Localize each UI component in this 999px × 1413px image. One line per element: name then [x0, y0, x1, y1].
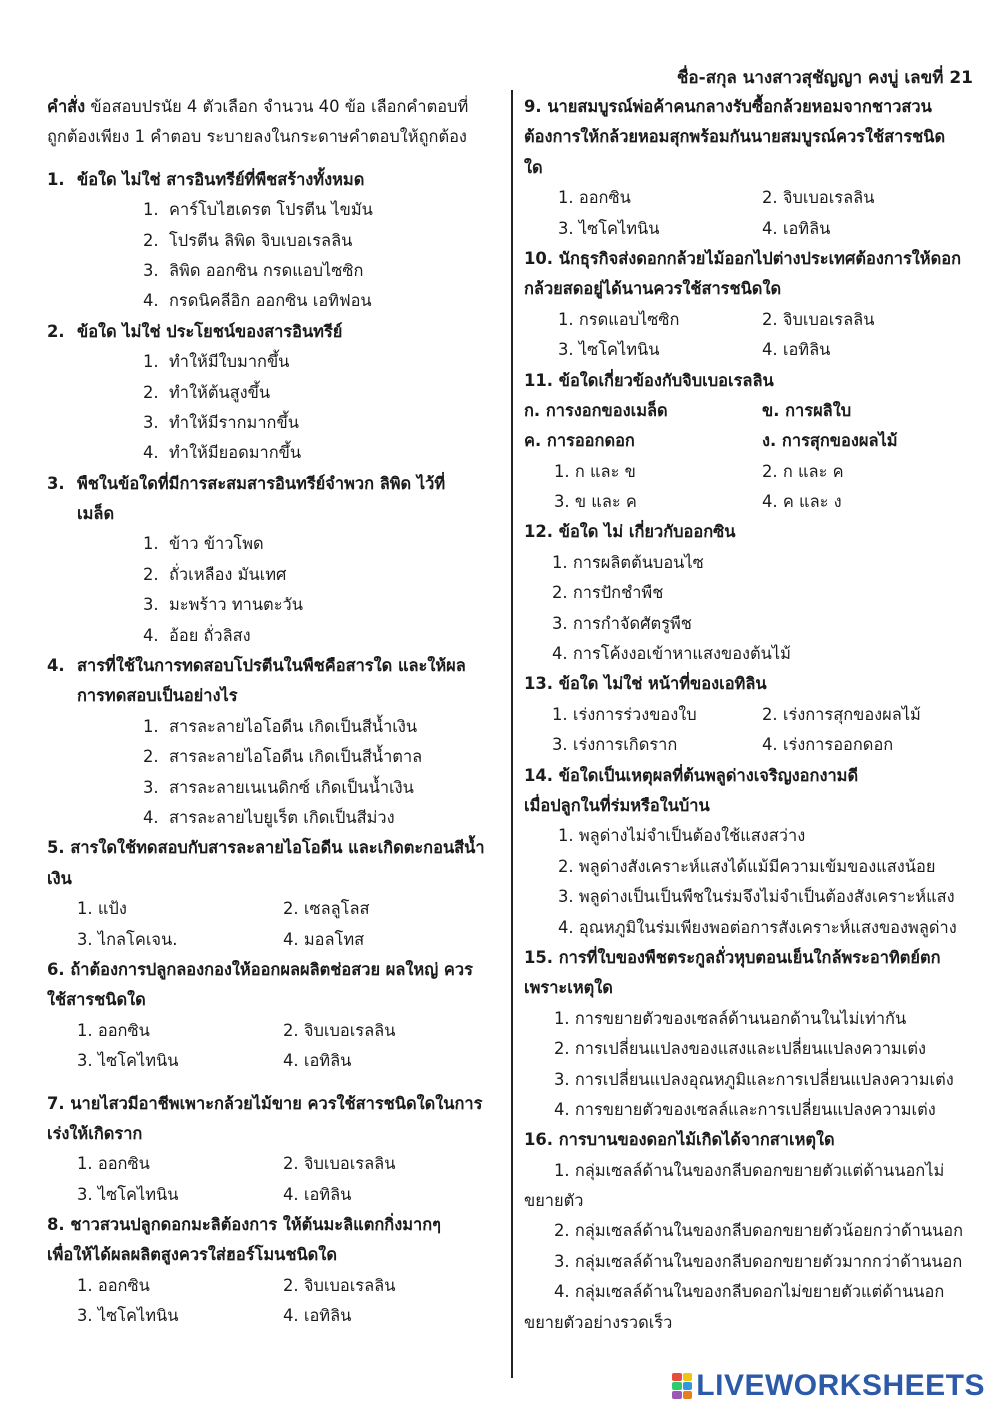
q2-option-1[interactable]: 1. ทำให้มีใบมากขึ้น [143, 352, 290, 372]
q13-options-row-1 [524, 700, 978, 730]
q5-option-4[interactable]: 4. มอลโทส [283, 929, 365, 949]
q12-option-2[interactable]: 2. การปักชำพืช [552, 583, 664, 603]
q15-option-4[interactable]: 4. การขยายตัวของเซลล์และการเปลี่ยนแปลงความเต่ง [554, 1099, 936, 1119]
student-name-line: ชื่อ-สกุล นางสาวสุชัญญา คงบู่ เลขที่ 21 [676, 68, 973, 88]
q1-option-2[interactable]: 2. โปรตีน ลิพิด จิบเบอเรลลิน [143, 230, 353, 250]
q5-option-3[interactable]: 3. ไกลโคเจน. [77, 929, 178, 949]
q9-options-row-2 [524, 214, 978, 244]
q2-option-3[interactable]: 3. ทำให้มีรากมากขึ้น [143, 412, 299, 432]
q11-statements-row-2 [524, 426, 978, 456]
question-10-cont: กล้วยสดอยู่ได้นานควรใช้สารชนิดใด [524, 279, 782, 299]
question-11: 11. ข้อใดเกี่ยวข้องกับจิบเบอเรลลิน [524, 370, 774, 390]
q8-options-row-2 [47, 1301, 505, 1331]
q4-option-2[interactable]: 2. สารละลายไอโอดีน เกิดเป็นสีน้ำตาล [143, 747, 423, 767]
q14-option-1[interactable]: 1. พลูด่างไม่จำเป็นต้องใช้แสงสว่าง [558, 826, 806, 846]
q7-option-2[interactable]: 2. จิบเบอเรลลิน [283, 1154, 396, 1174]
question-9-cont-2: ใด [524, 157, 543, 177]
logo-text: LIVEWORKSHEETS [696, 1369, 985, 1402]
right-column [524, 92, 978, 1338]
question-1: 1. ข้อใด ไม่ใช่ สารอินทรีย์ที่พืชสร้างทั้งหมด [47, 169, 365, 189]
q8-option-4[interactable]: 4. เอทิลิน [283, 1306, 352, 1326]
q7-options-row-1 [47, 1149, 505, 1179]
question-7: 7. นายไสวมีอาชีพเพาะกล้วยไม้ขาย ควรใช้สารชนิดใดในการ [47, 1093, 483, 1113]
q8-option-1[interactable]: 1. ออกซิน [77, 1275, 150, 1295]
q16-option-3[interactable]: 3. กลุ่มเซลล์ด้านในของกลีบดอกขยายตัวมากกว่าด้านนอก [554, 1251, 963, 1271]
instructions-line-1 [47, 92, 505, 122]
q9-options-row-1 [524, 183, 978, 213]
q11-statement-b: ข. การผลิใบ [762, 400, 852, 420]
instructions-line-2: ถูกต้องเพียง 1 คำตอบ ระบายลงในกระดาษคำตอบให้ถูกต้อง [47, 127, 467, 147]
q6-option-4[interactable]: 4. เอทิลิน [283, 1051, 352, 1071]
q4-option-3[interactable]: 3. สารละลายเนเนดิกซ์ เกิดเป็นน้ำเงิน [143, 777, 414, 797]
question-7-cont: เร่งให้เกิดราก [47, 1123, 143, 1143]
question-10: 10. นักธุรกิจส่งดอกกล้วยไม้ออกไปต่างประเทศต้องการให้ดอก [524, 248, 962, 268]
q16-option-4[interactable]: 4. กลุ่มเซลล์ด้านในของกลีบดอกไม่ขยายตัวแต่ด้านนอก [554, 1282, 945, 1302]
q10-option-1[interactable]: 1. กรดแอบไซซิก [558, 309, 680, 329]
q1-option-4[interactable]: 4. กรดนิคลีอิก ออกซิน เอทิฟอน [143, 291, 372, 311]
q12-option-3[interactable]: 3. การกำจัดศัตรูพืช [552, 613, 692, 633]
question-5: 5. สารใดใช้ทดสอบกับสารละลายไอโอดีน และเกิดตะกอนสีน้ำ [47, 838, 485, 858]
q9-option-4[interactable]: 4. เอทิลิน [762, 218, 831, 238]
question-6: 6. ถ้าต้องการปลูกลองกองให้ออกผลผลิตช่อสวย ผลใหญ่ ควร [47, 959, 473, 979]
liveworksheets-logo-icon [672, 1373, 692, 1399]
q11-option-3[interactable]: 3. ข และ ค [554, 492, 637, 512]
q6-option-3[interactable]: 3. ไซโคไทนิน [77, 1051, 179, 1071]
q1-option-3[interactable]: 3. ลิพิด ออกซิน กรดแอบไซซิก [143, 260, 364, 280]
instructions-text: ข้อสอบปรนัย 4 ตัวเลือก จำนวน 40 ข้อ เลือกคำตอบที่ [85, 97, 469, 116]
q11-statement-c: ค. การออกดอก [524, 431, 635, 451]
q11-option-1[interactable]: 1. ก และ ข [554, 461, 636, 481]
q15-option-2[interactable]: 2. การเปลี่ยนแปลงของแสงและเปลี่ยนแปลงความเต่ง [554, 1039, 926, 1059]
question-12: 12. ข้อใด ไม่ เกี่ยวกับออกซิน [524, 522, 736, 542]
q5-option-2[interactable]: 2. เซลลูโลส [283, 899, 370, 919]
q3-option-4[interactable]: 4. อ้อย ถั่วลิสง [143, 625, 251, 645]
q14-option-3[interactable]: 3. พลูด่างเป็นเป็นพืชในร่มจึงไม่จำเป็นต้องสังเคราะห์แสง [558, 887, 955, 907]
question-14: 14. ข้อใดเป็นเหตุผลที่ต้นพลูด่างเจริญงอกงามดี [524, 765, 859, 785]
left-column [47, 92, 505, 1332]
q11-option-4[interactable]: 4. ค และ ง [762, 492, 842, 512]
question-3-cont: เมล็ด [77, 504, 115, 524]
q15-option-3[interactable]: 3. การเปลี่ยนแปลงอุณหภูมิและการเปลี่ยนแปลงความเต่ง [554, 1069, 954, 1089]
q11-statement-a: ก. การงอกของเมล็ด [524, 400, 668, 420]
q3-option-1[interactable]: 1. ข้าว ข้าวโพด [143, 534, 264, 554]
q10-option-3[interactable]: 3. ไซโคไทนิน [558, 340, 660, 360]
question-16: 16. การบานของดอกไม้เกิดได้จากสาเหตุใด [524, 1130, 835, 1150]
question-2: 2. ข้อใด ไม่ใช่ ประโยชน์ของสารอินทรีย์ [47, 321, 343, 341]
q3-option-3[interactable]: 3. มะพร้าว ทานตะวัน [143, 595, 303, 615]
q10-option-2[interactable]: 2. จิบเบอเรลลิน [762, 309, 875, 329]
liveworksheets-logo [672, 1369, 985, 1403]
question-4-cont: การทดสอบเป็นอย่างไร [77, 686, 238, 706]
q14-option-2[interactable]: 2. พลูด่างสังเคราะห์แสงได้แม้มีความเข้มของแสงน้อย [558, 856, 936, 876]
q5-options-row-2 [47, 925, 505, 955]
q7-option-1[interactable]: 1. ออกซิน [77, 1154, 150, 1174]
column-divider [511, 90, 513, 1378]
question-9-cont-1: ต้องการให้กล้วยหอมสุกพร้อมกันนายสมบูรณ์ควรใช้สารชนิด [524, 127, 946, 147]
q4-option-1[interactable]: 1. สารละลายไอโอดีน เกิดเป็นสีน้ำเงิน [143, 716, 418, 736]
question-8: 8. ชาวสวนปลูกดอกมะลิต้องการ ให้ต้นมะลิแตกกิ่งมากๆ [47, 1215, 441, 1235]
q6-option-2[interactable]: 2. จิบเบอเรลลิน [283, 1020, 396, 1040]
q11-options-row-2 [524, 487, 978, 517]
q14-option-4[interactable]: 4. อุณหภูมิในร่มเพียงพอต่อการสังเคราะห์แสงของพลูด่าง [558, 917, 957, 937]
q11-option-2[interactable]: 2. ก และ ค [762, 461, 844, 481]
q5-option-1[interactable]: 1. แป้ง [77, 899, 127, 919]
q3-option-2[interactable]: 2. ถั่วเหลือง มันเทศ [143, 564, 287, 584]
q12-option-4[interactable]: 4. การโค้งงอเข้าหาแสงของต้นไม้ [552, 644, 791, 664]
q12-option-1[interactable]: 1. การผลิตต้นบอนไซ [552, 552, 704, 572]
q11-options-row-1 [524, 457, 978, 487]
q7-option-3[interactable]: 3. ไซโคไทนิน [77, 1184, 179, 1204]
question-14-cont: เมื่อปลูกในที่ร่มหรือในบ้าน [524, 795, 710, 815]
q9-option-1[interactable]: 1. ออกซิน [558, 188, 631, 208]
q6-option-1[interactable]: 1. ออกซิน [77, 1020, 150, 1040]
q2-option-4[interactable]: 4. ทำให้มียอดมากขึ้น [143, 443, 302, 463]
question-5-cont: เงิน [47, 868, 72, 888]
q15-option-1[interactable]: 1. การขยายตัวของเซลล์ด้านนอกด้านในไม่เท่ากัน [554, 1008, 907, 1028]
q10-option-4[interactable]: 4. เอทิลิน [762, 340, 831, 360]
q13-option-3[interactable]: 3. เร่งการเกิดราก [552, 735, 678, 755]
q9-option-2[interactable]: 2. จิบเบอเรลลิน [762, 188, 875, 208]
q16-option-2[interactable]: 2. กลุ่มเซลล์ด้านในของกลีบดอกขยายตัวน้อยกว่าด้านนอก [554, 1221, 964, 1241]
q16-option-1[interactable]: 1. กลุ่มเซลล์ด้านในของกลีบดอกขยายตัวแต่ด้านนอกไม่ [554, 1160, 945, 1180]
q8-option-2[interactable]: 2. จิบเบอเรลลิน [283, 1275, 396, 1295]
q9-option-3[interactable]: 3. ไซโคไทนิน [558, 218, 660, 238]
q6-options-row-2 [47, 1046, 505, 1076]
q16-option-4-cont: ขยายตัวอย่างรวดเร็ว [524, 1312, 673, 1332]
question-3: 3. พืชในข้อใดที่มีการสะสมสารอินทรีย์จำพวก ลิพิด ไว้ที่ [47, 473, 446, 493]
q11-statement-d: ง. การสุกของผลไม้ [762, 431, 898, 451]
instructions-label: คำสั่ง [47, 97, 86, 116]
question-15-cont: เพราะเหตุใด [524, 978, 613, 998]
question-9: 9. นายสมบูรณ์พ่อค้าคนกลางรับซื้อกล้วยหอมจากชาวสวน [524, 97, 932, 116]
q6-options-row-1 [47, 1016, 505, 1046]
q5-options-row-1 [47, 894, 505, 924]
q8-option-3[interactable]: 3. ไซโคไทนิน [77, 1306, 179, 1326]
q4-option-4[interactable]: 4. สารละลายไบยูเร็ต เกิดเป็นสีม่วง [143, 807, 395, 827]
question-8-cont: เพื่อให้ได้ผลผลิตสูงควรใส่ฮอร์โมนชนิดใด [47, 1245, 337, 1265]
q7-option-4[interactable]: 4. เอทิลิน [283, 1184, 352, 1204]
q8-options-row-1 [47, 1271, 505, 1301]
q7-options-row-2 [47, 1180, 505, 1210]
q13-option-4[interactable]: 4. เร่งการออกดอก [762, 735, 894, 755]
question-15: 15. การที่ใบของพืชตระกูลถั่วหุบตอนเย็นใกล้พระอาทิตย์ตก [524, 947, 941, 967]
q13-options-row-2 [524, 730, 978, 760]
q13-option-2[interactable]: 2. เร่งการสุกของผลไม้ [762, 704, 921, 724]
q16-option-1-cont: ขยายตัว [524, 1191, 584, 1211]
q13-option-1[interactable]: 1. เร่งการร่วงของใบ [552, 704, 697, 724]
q10-options-row-2 [524, 335, 978, 365]
question-13: 13. ข้อใด ไม่ใช่ หน้าที่ของเอทิลิน [524, 674, 767, 694]
q2-option-2[interactable]: 2. ทำให้ต้นสูงขึ้น [143, 382, 271, 402]
q10-options-row-1 [524, 305, 978, 335]
q11-statements-row-1 [524, 396, 978, 426]
question-6-cont: ใช้สารชนิดใด [47, 990, 146, 1010]
q1-option-1[interactable]: 1. คาร์โบไฮเดรต โปรตีน ไขมัน [143, 200, 373, 220]
question-4: 4. สารที่ใช้ในการทดสอบโปรตีนในพืชคือสารใด และให้ผล [47, 656, 466, 676]
